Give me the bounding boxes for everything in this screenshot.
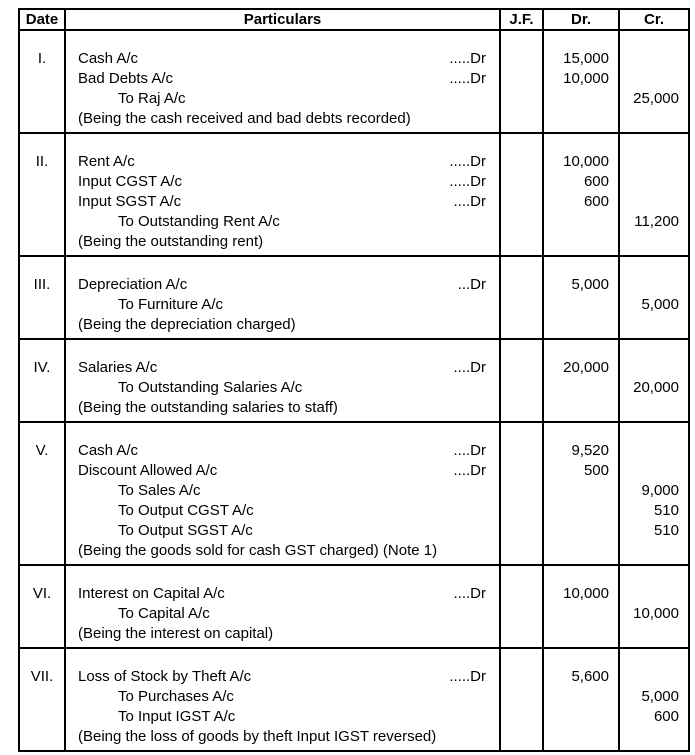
account-name: Salaries A/c: [78, 359, 158, 376]
narration-text: (Being the depreciation charged): [78, 316, 296, 333]
entry-date-cell: [19, 133, 65, 256]
entry-particulars: [66, 649, 499, 750]
credit-line: [66, 501, 499, 521]
entry-number: V.: [35, 442, 49, 459]
entry-particulars-cell: [65, 339, 500, 422]
entry-number: VI.: [32, 585, 52, 602]
entry-particulars-cell: [65, 30, 500, 133]
account-name: Input SGST A/c: [78, 193, 182, 210]
entry-number: II.: [35, 153, 49, 170]
account-name: Depreciation A/c: [78, 276, 188, 293]
debit-line: [66, 441, 499, 461]
account-name: To Input IGST A/c: [118, 708, 236, 725]
narration-text: (Being the outstanding rent): [78, 233, 264, 250]
entry-particulars-cell: [65, 648, 500, 751]
debit-amount: [544, 707, 618, 727]
header-row: [19, 9, 689, 30]
dr-marker: .....Dr: [449, 668, 486, 685]
debit-amount: 15,000: [563, 50, 609, 67]
credit-amount: [620, 624, 688, 644]
entry-debit-cell: [543, 256, 619, 339]
credit-amount: [620, 152, 688, 172]
entry-date-cell: [19, 339, 65, 422]
debit-amount: [544, 521, 618, 541]
entry-credit-cell: [619, 133, 689, 256]
account-name: Interest on Capital A/c: [78, 585, 225, 602]
account-name: Cash A/c: [78, 442, 139, 459]
debit-line: [66, 172, 499, 192]
entry-credit-cell: [619, 422, 689, 565]
credit-amount: [620, 69, 688, 89]
debit-amount: 20,000: [563, 359, 609, 376]
entry-jf-cell: [500, 256, 543, 339]
credit-amount: [620, 398, 688, 418]
entry-credit-cell: [619, 339, 689, 422]
debit-amount: 9,520: [571, 442, 609, 459]
entry-particulars-cell: [65, 565, 500, 648]
entry-debit-cell: [543, 30, 619, 133]
entry-credit-cell: [619, 648, 689, 751]
journal-entry-row: [19, 133, 689, 256]
dr-marker: ....Dr: [453, 442, 486, 459]
narration-text: (Being the interest on capital): [78, 625, 274, 642]
column-header-cr: Cr.: [619, 9, 689, 30]
debit-amount: [544, 624, 618, 644]
debit-line: [66, 192, 499, 212]
debit-amount: [544, 501, 618, 521]
account-name: Loss of Stock by Theft A/c: [78, 668, 252, 685]
credit-amount: 9,000: [641, 482, 679, 499]
account-name: To Furniture A/c: [118, 296, 224, 313]
credit-line: [66, 212, 499, 232]
debit-amount: [544, 232, 618, 252]
account-name: To Purchases A/c: [118, 688, 234, 705]
narration-text: (Being the loss of goods by theft Input IGST reversed): [78, 728, 437, 745]
debit-amount: [544, 481, 618, 501]
entry-credit-cell: [619, 30, 689, 133]
entry-particulars-cell: [65, 256, 500, 339]
debit-amount: [544, 541, 618, 561]
credit-amount: [620, 232, 688, 252]
entry-date-cell: [19, 422, 65, 565]
entry-date-cell: [19, 648, 65, 751]
credit-amount: 20,000: [633, 379, 679, 396]
debit-amount: 5,000: [571, 276, 609, 293]
credit-amount: [620, 441, 688, 461]
journal-entry-row: [19, 256, 689, 339]
credit-line: [66, 481, 499, 501]
narration-line: [66, 624, 499, 644]
debit-line: [66, 461, 499, 481]
debit-amount: 600: [583, 173, 609, 190]
credit-amount: 25,000: [633, 90, 679, 107]
journal-entries-body: [19, 30, 689, 751]
credit-line: [66, 295, 499, 315]
dr-marker: ....Dr: [453, 359, 486, 376]
debit-amount: [544, 727, 618, 747]
debit-amount: [544, 687, 618, 707]
account-name: To Output CGST A/c: [118, 502, 254, 519]
debit-amount: [544, 212, 618, 232]
narration-line: [66, 398, 499, 418]
credit-amount: 510: [653, 502, 679, 519]
debit-line: [66, 152, 499, 172]
debit-line: [66, 584, 499, 604]
narration-line: [66, 541, 499, 561]
entry-particulars-cell: [65, 422, 500, 565]
account-name: To Outstanding Salaries A/c: [118, 379, 303, 396]
debit-amount: 10,000: [563, 153, 609, 170]
journal-entry-row: [19, 648, 689, 751]
credit-amount: 10,000: [633, 605, 679, 622]
column-header-dr: Dr.: [543, 9, 619, 30]
entry-credit-cell: [619, 256, 689, 339]
account-name: To Sales A/c: [118, 482, 201, 499]
entry-particulars: [66, 566, 499, 647]
credit-amount: 5,000: [641, 296, 679, 313]
account-name: Discount Allowed A/c: [78, 462, 218, 479]
entry-debit-cell: [543, 133, 619, 256]
dr-marker: ....Dr: [453, 585, 486, 602]
account-name: Bad Debts A/c: [78, 70, 174, 87]
credit-line: [66, 89, 499, 109]
entry-number: III.: [33, 276, 51, 293]
debit-amount: [544, 89, 618, 109]
column-header-particulars: Particulars: [65, 9, 500, 30]
debit-amount: [544, 295, 618, 315]
credit-line: [66, 687, 499, 707]
credit-line: [66, 707, 499, 727]
narration-text: (Being the goods sold for cash GST charged) (Note 1): [78, 542, 438, 559]
credit-amount: [620, 584, 688, 604]
debit-amount: 10,000: [563, 70, 609, 87]
account-name: Cash A/c: [78, 50, 139, 67]
credit-amount: [620, 667, 688, 687]
entry-number: VII.: [30, 668, 54, 685]
credit-amount: [620, 109, 688, 129]
account-name: To Outstanding Rent A/c: [118, 213, 280, 230]
debit-line: [66, 667, 499, 687]
credit-amount: [620, 172, 688, 192]
debit-amount: [544, 315, 618, 335]
entry-date-cell: [19, 30, 65, 133]
entry-date-cell: [19, 565, 65, 648]
journal-entry-row: [19, 339, 689, 422]
debit-amount: 10,000: [563, 585, 609, 602]
credit-amount: 11,200: [634, 213, 679, 230]
debit-line: [66, 69, 499, 89]
dr-marker: ....Dr: [453, 462, 486, 479]
entry-jf-cell: [500, 30, 543, 133]
entry-particulars: [66, 423, 499, 564]
debit-line: [66, 275, 499, 295]
dr-marker: .....Dr: [449, 153, 486, 170]
credit-line: [66, 521, 499, 541]
debit-amount: 5,600: [571, 668, 609, 685]
debit-line: [66, 49, 499, 69]
entry-debit-cell: [543, 565, 619, 648]
debit-line: [66, 358, 499, 378]
credit-amount: 510: [653, 522, 679, 539]
entry-jf-cell: [500, 339, 543, 422]
entry-particulars: [66, 340, 499, 421]
credit-amount: 5,000: [641, 688, 679, 705]
journal-table: [18, 8, 690, 752]
entry-particulars: [66, 31, 499, 132]
debit-amount: [544, 378, 618, 398]
narration-line: [66, 727, 499, 747]
dr-marker: .....Dr: [449, 173, 486, 190]
credit-amount: [620, 461, 688, 481]
dr-marker: ...Dr: [457, 276, 486, 293]
dr-marker: ....Dr: [453, 193, 486, 210]
narration-text: (Being the outstanding salaries to staff): [78, 399, 338, 416]
credit-amount: [620, 358, 688, 378]
dr-marker: .....Dr: [449, 70, 486, 87]
narration-line: [66, 232, 499, 252]
entry-number: IV.: [33, 359, 51, 376]
column-header-date: Date: [19, 9, 65, 30]
entry-jf-cell: [500, 133, 543, 256]
entry-number: I.: [37, 50, 47, 67]
entry-date-cell: [19, 256, 65, 339]
narration-line: [66, 109, 499, 129]
credit-amount: [620, 315, 688, 335]
credit-line: [66, 378, 499, 398]
account-name: Input CGST A/c: [78, 173, 182, 190]
entry-jf-cell: [500, 565, 543, 648]
dr-marker: .....Dr: [449, 50, 486, 67]
account-name: To Capital A/c: [118, 605, 210, 622]
debit-amount: 600: [583, 193, 609, 210]
journal-entry-row: [19, 422, 689, 565]
account-name: To Output SGST A/c: [118, 522, 253, 539]
credit-amount: [620, 192, 688, 212]
journal-entry-row: [19, 30, 689, 133]
column-header-jf: J.F.: [500, 9, 543, 30]
entry-debit-cell: [543, 648, 619, 751]
entry-debit-cell: [543, 422, 619, 565]
credit-amount: [620, 275, 688, 295]
credit-amount: [620, 541, 688, 561]
journal-entry-row: [19, 565, 689, 648]
entry-jf-cell: [500, 422, 543, 565]
account-name: To Raj A/c: [118, 90, 186, 107]
account-name: Rent A/c: [78, 153, 135, 170]
entry-credit-cell: [619, 565, 689, 648]
narration-text: (Being the cash received and bad debts recorded): [78, 110, 411, 127]
entry-particulars-cell: [65, 133, 500, 256]
debit-amount: [544, 398, 618, 418]
entry-jf-cell: [500, 648, 543, 751]
credit-amount: [620, 727, 688, 747]
debit-amount: 500: [583, 462, 609, 479]
debit-amount: [544, 109, 618, 129]
entry-particulars: [66, 257, 499, 338]
debit-amount: [544, 604, 618, 624]
credit-line: [66, 604, 499, 624]
credit-amount: 600: [653, 708, 679, 725]
credit-amount: [620, 49, 688, 69]
narration-line: [66, 315, 499, 335]
entry-debit-cell: [543, 339, 619, 422]
entry-particulars: [66, 134, 499, 255]
